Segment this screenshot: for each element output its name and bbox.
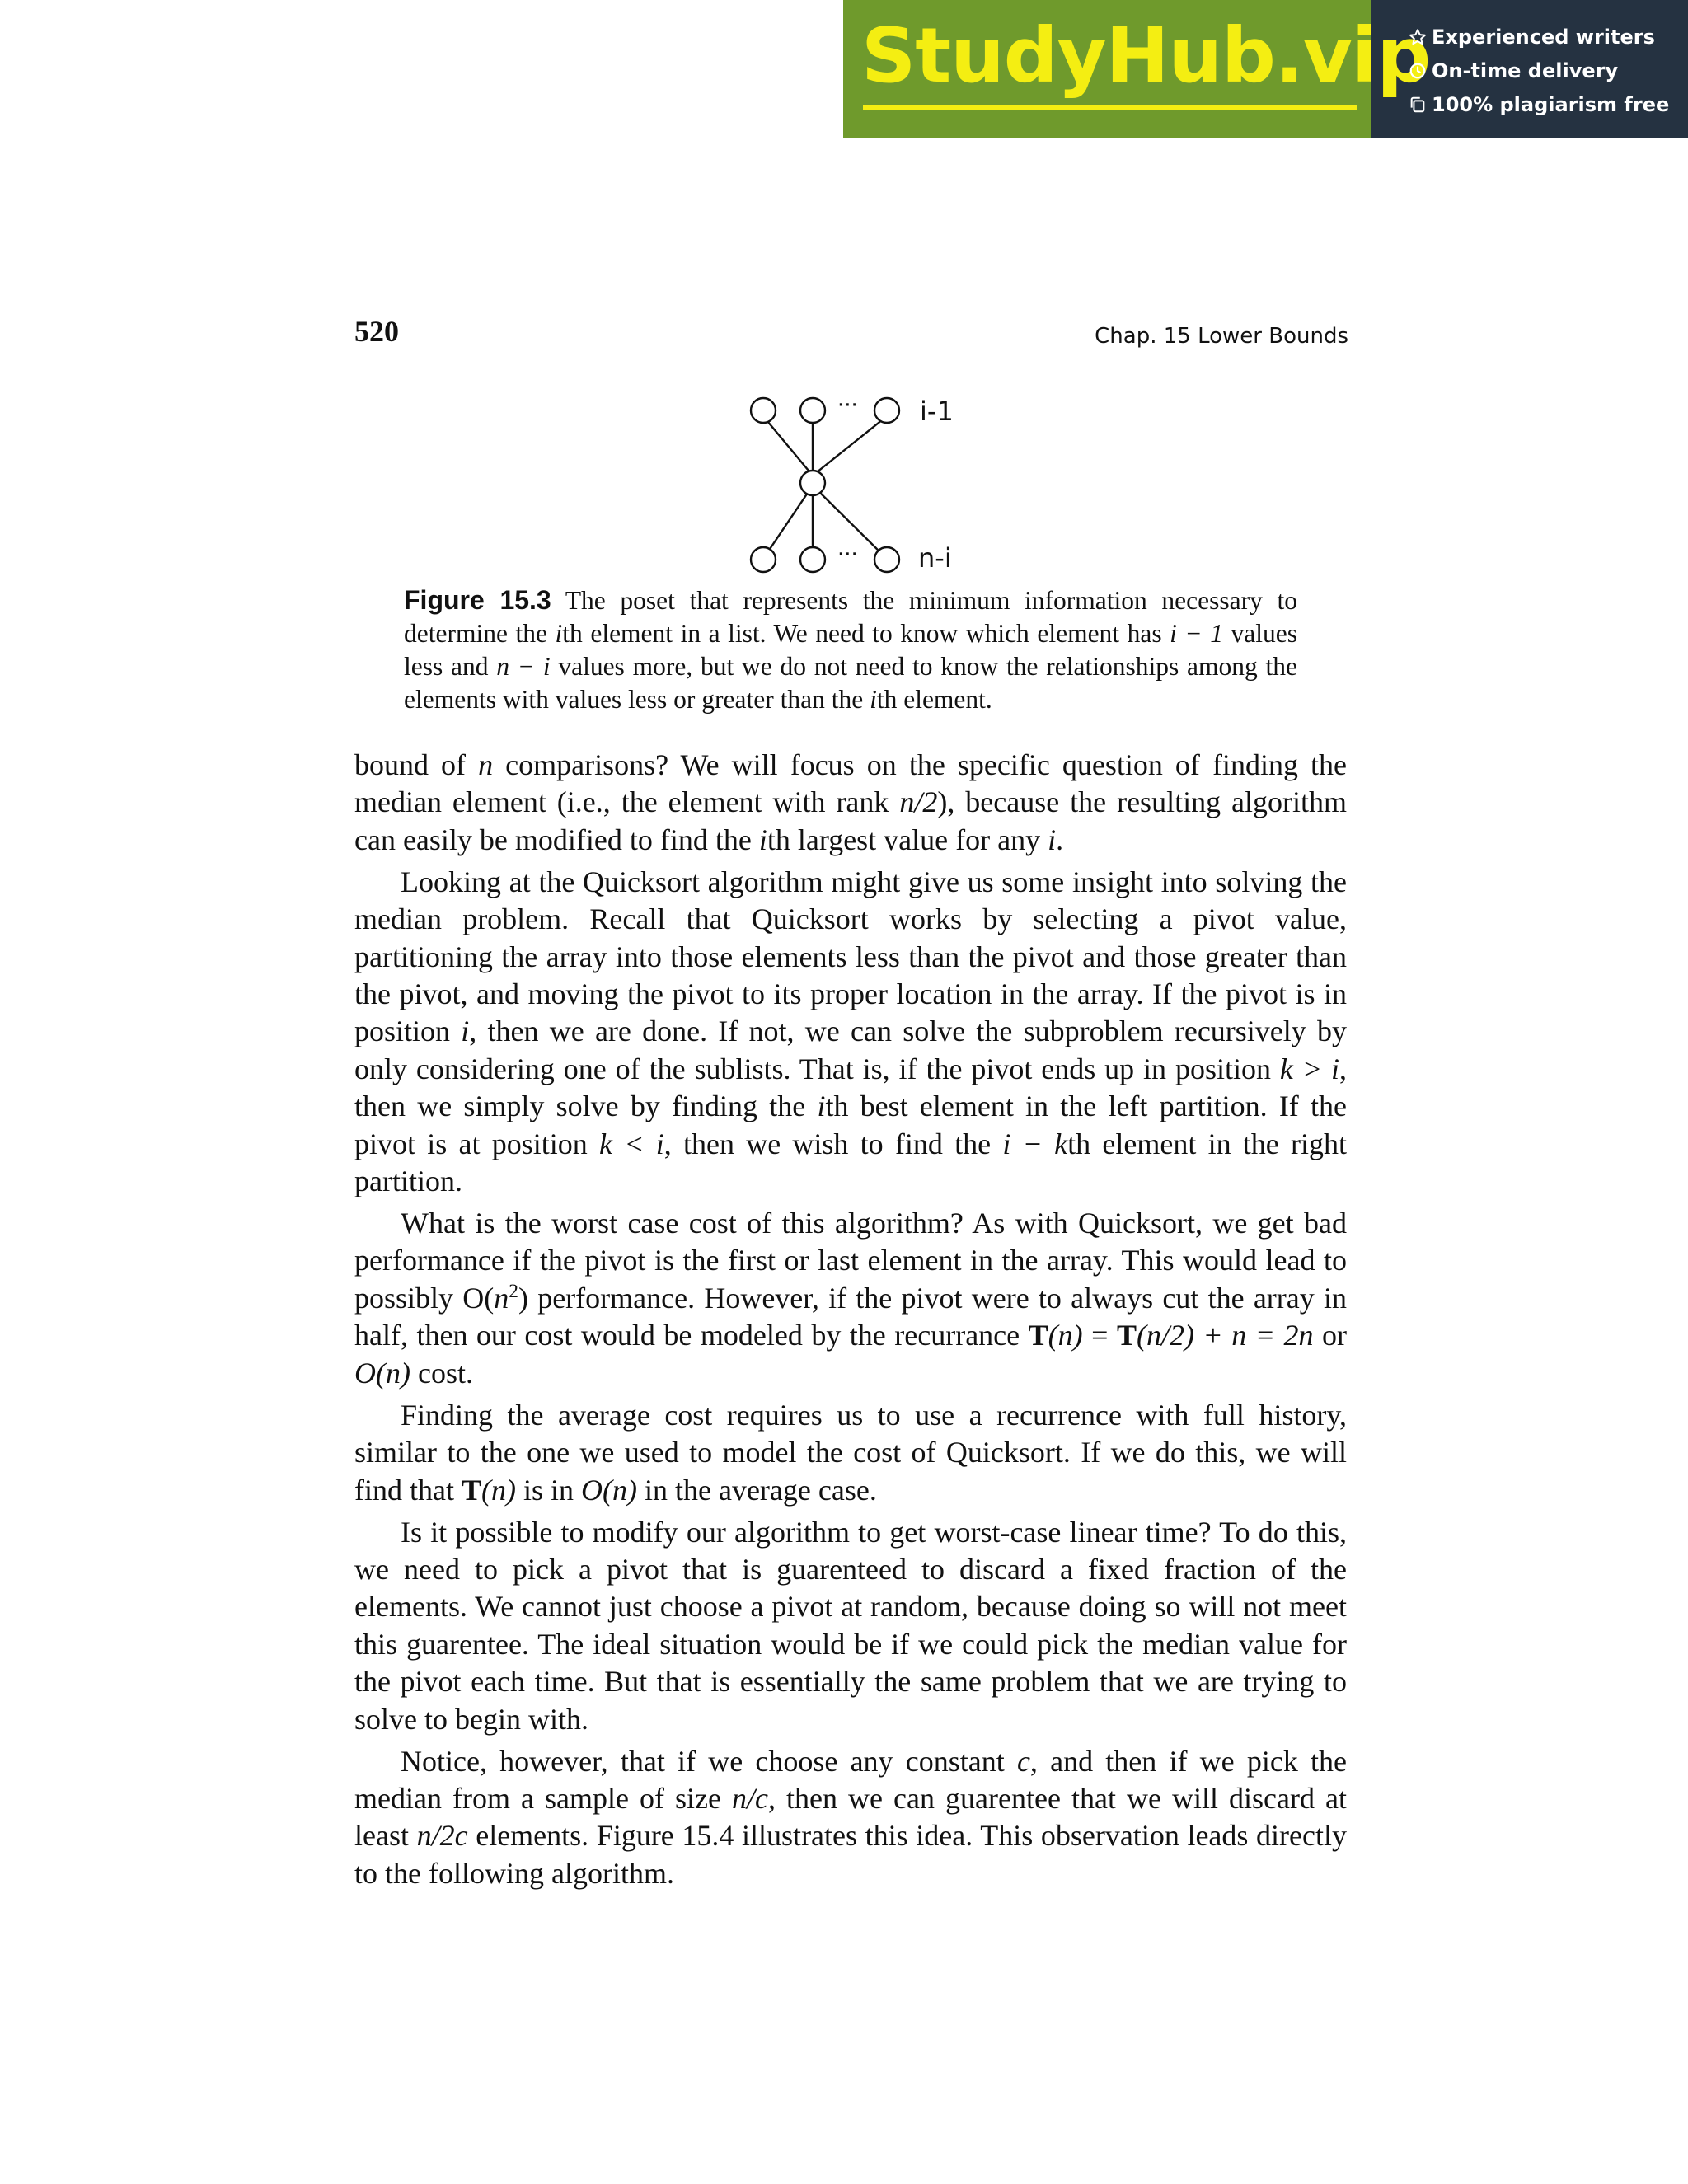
ellipsis-top: ···	[837, 393, 858, 418]
page-number: 520	[354, 315, 399, 348]
text-run: or	[1322, 1319, 1348, 1352]
perk-item	[1409, 54, 1669, 87]
poset-edge	[813, 416, 887, 476]
clock-icon	[1409, 62, 1427, 80]
math-arg: (n)	[481, 1473, 516, 1507]
ellipsis-bottom: ···	[837, 542, 858, 567]
text-run: cost.	[410, 1356, 473, 1390]
text-run: bound of	[354, 748, 479, 781]
caption-label: Figure 15.3	[404, 585, 551, 615]
perk-label: Experienced writers	[1432, 25, 1655, 49]
perk-label: On-time delivery	[1432, 59, 1619, 82]
text-run: elements. Figure 15.4 illustrates this idea. This observation leads directly to the following algorithm.	[354, 1819, 1347, 1890]
math-k-lt-i: k < i	[598, 1127, 664, 1160]
poset-node	[751, 547, 776, 572]
math-T: T	[1028, 1319, 1048, 1352]
math-n-over-2: n/2	[899, 785, 938, 819]
text-run: is in	[515, 1473, 581, 1507]
caption-text: values more, but we do not need to know the relationships among the elements with values less or greater than the	[404, 652, 1297, 714]
paragraph-4	[354, 1397, 1347, 1509]
math-eq-2n: = 2n	[1254, 1319, 1314, 1352]
math-O-n: O(n)	[581, 1473, 637, 1507]
math-exponent: 2	[509, 1280, 518, 1302]
math-i: i	[758, 823, 767, 856]
math-k-gt-i: k > i	[1279, 1052, 1339, 1085]
figure-caption	[404, 583, 1297, 716]
caption-text: values less and	[404, 619, 1297, 681]
paragraph-5: Is it possible to modify our algorithm to get worst-case linear time? To do this, we need to pick a pivot that is guarenteed to discard a fixed fraction of the elements. We cannot just choose a pivot at random, because doing so will not meet this guarentee. The ideal situation would be if we could pick the median value for the pivot each time. But that is essentially the same problem that we are trying to solve to begin with.	[354, 1515, 1347, 1736]
text-run: What is the worst case cost of this algorithm? As with Quicksort, we get bad performance if the pivot is the first or last element in the array. This would lead to possibly	[354, 1207, 1347, 1315]
paragraph-3	[354, 1205, 1347, 1392]
math-n-minus-i: n − i	[496, 652, 551, 681]
math-n: n	[494, 1281, 509, 1315]
math-n-over-c: n/c	[732, 1781, 769, 1815]
text-run: , then we wish to find the	[663, 1127, 1003, 1160]
math-plus-n: + n	[1193, 1319, 1255, 1352]
math-i: i	[461, 1015, 470, 1048]
text-run: in the average case.	[636, 1473, 877, 1507]
star-icon	[1409, 28, 1427, 46]
math-n: n	[478, 748, 494, 781]
perk-item	[1409, 87, 1669, 121]
math-eq: =	[1082, 1319, 1117, 1352]
text-run: performance. However, if the pivot were to always cut the array in half, then our cost would be modeled by the recurrance	[354, 1281, 1347, 1352]
math-O-n: O(n)	[354, 1356, 410, 1390]
math-i: i	[870, 685, 877, 714]
perk-label: 100% plagiarism free	[1432, 92, 1670, 116]
text-run: th largest value for any	[767, 823, 1048, 856]
copy-icon	[1409, 96, 1427, 114]
paragraph-1	[354, 747, 1347, 859]
math-i: i	[555, 619, 563, 648]
label-n-minus-i: n-i	[918, 542, 952, 574]
label-i-minus-1: i-1	[920, 396, 954, 427]
logo-underline	[863, 105, 1357, 110]
text-run: , then we simply solve by finding the	[354, 1052, 1347, 1123]
math-i: i	[1048, 823, 1057, 856]
perk-item	[1409, 20, 1669, 54]
body-text	[354, 747, 1347, 1897]
text-run: Finding the average cost requires us to use a recurrence with full history, similar to the one we used to model the cost of Quicksort. If we do this, we will find that	[354, 1398, 1347, 1507]
math-i-minus-k: i − k	[1002, 1127, 1068, 1160]
math-arg: (n)	[1048, 1319, 1083, 1352]
poset-node	[874, 547, 899, 572]
caption-text: element in a list. We need to know which element has	[582, 619, 1170, 648]
math-T: T	[461, 1473, 481, 1507]
math-O: O(	[462, 1281, 495, 1315]
math-arg: (n/2)	[1136, 1319, 1194, 1352]
text-run: , then we are done. If not, we can solve the subproblem recursively by only considering one of the sublists. That is, if the pivot ends up in position	[354, 1015, 1348, 1085]
studyhub-banner[interactable]	[843, 0, 1688, 138]
perks-list	[1409, 20, 1669, 121]
text-run: ), because the resulting algorithm can easily be modified to find the	[354, 785, 1347, 856]
text-run: comparisons? We will focus on the specific question of finding the median element (i.e., the element with rank	[354, 748, 1347, 819]
poset-node	[874, 398, 899, 423]
math-c: c	[1016, 1744, 1030, 1778]
poset-edge	[763, 416, 813, 476]
math-paren: )	[518, 1281, 528, 1315]
running-head: Chap. 15 Lower Bounds	[1095, 324, 1348, 349]
text-run: .	[1056, 823, 1064, 856]
paragraph-2	[354, 864, 1347, 1201]
caption-text: element.	[897, 685, 992, 714]
math-n-over-2c: n/2c	[416, 1819, 468, 1853]
poset-edge	[763, 485, 813, 559]
math-T: T	[1116, 1319, 1137, 1352]
poset-diagram	[725, 387, 973, 585]
math-i: i	[817, 1090, 826, 1123]
text-run: Notice, however, that if we choose any constant	[401, 1744, 1017, 1778]
poset-node	[800, 547, 825, 572]
poset-center-node	[800, 471, 825, 495]
text-run: th element in the right partition.	[354, 1127, 1348, 1198]
studyhub-logo[interactable]: StudyHub.vip	[861, 12, 1431, 100]
text-run: , and then if we pick the median from a sample of size	[354, 1744, 1348, 1815]
text-run: Looking at the Quicksort algorithm might give us some insight into solving the median problem. Recall that Quicksort works by selecting a pivot value, partitioning the array into those elements less than the pivot and those greater than the pivot, and moving the pivot to its proper location in the array. If the pivot is in position	[354, 865, 1347, 1048]
caption-text: th	[876, 685, 898, 714]
poset-node	[800, 398, 825, 423]
text-run: th best element in the left partition. If the pivot is at position	[354, 1090, 1347, 1160]
paragraph-6	[354, 1743, 1347, 1893]
caption-text: th	[562, 619, 583, 648]
caption-text: The poset that represents the minimum information necessary to determine the	[404, 586, 1297, 648]
math-i-minus-1: i − 1	[1170, 619, 1223, 648]
poset-node	[751, 398, 776, 423]
text-run: , then we can guarentee that we will discard at least	[354, 1781, 1347, 1853]
